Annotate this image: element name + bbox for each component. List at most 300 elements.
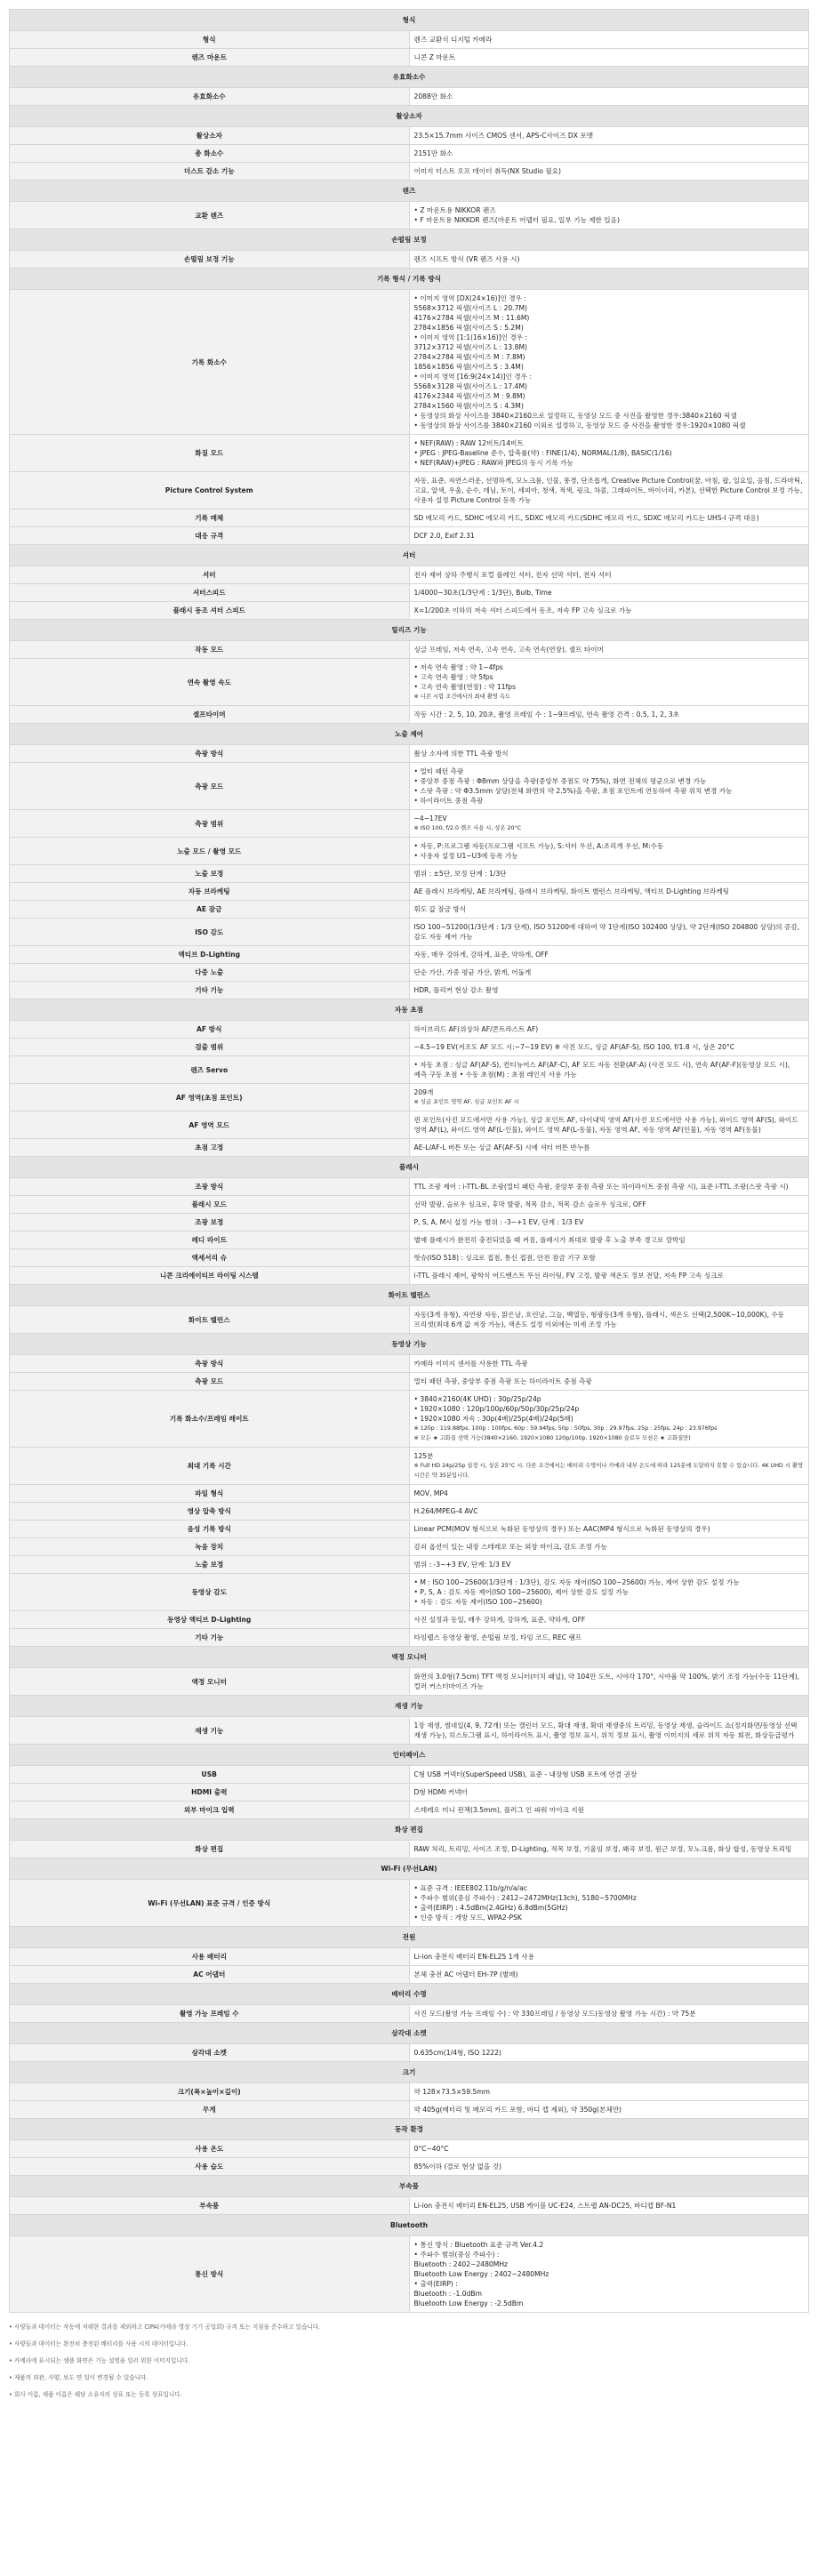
spec-row [10,1629,809,1647]
spec-value-line: • 통신 방식 : Bluetooth 표준 규격 Ver.4.2 [413,2241,544,2249]
spec-value [409,964,809,982]
spec-row [10,202,809,229]
spec-value [409,745,809,763]
spec-value-line: ※ ISO 100, f/2.0 렌즈 사용 시, 상온 20°C [413,825,522,831]
spec-value-line: 스테레오 미니 핀잭(3.5mm), 플러그 인 파워 마이크 지원 [413,1806,584,1814]
spec-value-line: • 중앙부 중점 측광 : Φ8mm 상당을 측광(중앙부 중점도 약 75%), 화면 전체의 평균으로 변경 가능 [413,777,707,785]
section-title: 노출 제어 [10,724,809,745]
spec-label: 녹음 장치 [10,1538,410,1556]
spec-value [409,1056,809,1084]
spec-row [10,435,809,472]
spec-value-line: • P, S, A : 감도 자동 제어(ISO 100~25600), 제어 상한 감도 설정 가능 [413,1588,630,1596]
spec-label: 작동 모드 [10,641,410,659]
spec-label: 노출 보정 [10,865,410,883]
spec-value-line: 휘도 값 잠금 방식 [413,905,467,913]
spec-value [409,163,809,181]
spec-value-line: X=1/200초 이하의 저속 셔터 스피드에서 동조, 저속 FP 고속 싱크로 가능 [413,606,632,614]
spec-label: 사용 온도 [10,2140,410,2158]
spec-label: 크기(폭×높이×깊이) [10,2083,410,2101]
spec-value [409,1556,809,1574]
section-header-row [10,724,809,745]
spec-value [409,251,809,269]
section-title: 부속품 [10,2176,809,2197]
spec-value-line: 4176×2784 픽셀(사이즈 M : 11.6M) [413,314,530,322]
spec-value [409,1084,809,1111]
spec-value-line: 약 405g(배터리 및 메모리 카드 포함, 바디 캡 제외), 약 350g(본체만) [413,2106,622,2114]
spec-value [409,1196,809,1214]
spec-value [409,2140,809,2158]
spec-label: 액세서리 슈 [10,1249,410,1267]
spec-label: 기록 매체 [10,510,410,527]
spec-value-line: Bluetooth Low Energy : -2.5dBm [413,2299,524,2307]
spec-label: 플래시 모드 [10,1196,410,1214]
section-header-row [10,1927,809,1948]
spec-row [10,2101,809,2119]
spec-label: 다중 노출 [10,964,410,982]
spec-label: 무게 [10,2101,410,2119]
spec-value [409,1966,809,1984]
spec-label: 촬상소자 [10,127,410,145]
spec-row [10,251,809,269]
spec-value-line: 싱글 프레임, 저속 연속, 고속 연속, 고속 연속(연장), 셀프 타이머 [413,646,604,654]
spec-value-line: 0°C~40°C [413,2145,449,2153]
spec-label: 화상 편집 [10,1841,410,1858]
spec-label: 조광 방식 [10,1178,410,1196]
spec-label: 측광 방식 [10,745,410,763]
spec-value-line: 사진 설정과 동일, 매우 강하게, 강하게, 표준, 약하게, OFF [413,1616,586,1624]
section-title: 릴리즈 기능 [10,620,809,641]
spec-value [409,1139,809,1157]
spec-row [10,946,809,964]
spec-value-line: • 1920×1080 : 120p/100p/60p/50p/30p/25p/24p [413,1405,580,1413]
spec-value-line: • 이미지 영역 [1:1(16×16)]인 경우 : [413,333,528,341]
spec-row [10,127,809,145]
spec-value [409,1611,809,1629]
spec-value-line: ※ 싱글 포인트 영역 AF, 싱글 포인트 AF 시 [413,1099,519,1105]
spec-row [10,659,809,706]
spec-label: USB [10,1766,410,1784]
spec-value-line: 5568×3128 픽셀(사이즈 L : 17.4M) [413,382,528,390]
spec-value-line: AE 플래시 브라케팅, AE 브라케팅, 플래시 브라케팅, 화이트 밸런스 브라케팅, 액티브 D-Lighting 브라케팅 [413,887,730,895]
spec-label: 통신 방식 [10,2236,410,2313]
spec-value-line: 209개 [413,1088,434,1096]
spec-row [10,706,809,724]
spec-value-line: • 주파수 범위(중심 주파수) : [413,2251,500,2259]
spec-value [409,865,809,883]
spec-label: 액정 모니터 [10,1668,410,1696]
spec-row [10,1232,809,1249]
section-title: 재생 기능 [10,1696,809,1717]
spec-value-line: MOV, MP4 [413,1489,448,1497]
spec-value-line: 1장 재생, 썸네일(4, 9, 72개) 또는 캘린더 모드, 확대 재생, 확대 재생중의 트리밍, 동영상 재생, 슬라이드 쇼(정지화면/동영상 선택 재생 가능), 히스토그램 표시, 하이라이트 표시, 촬영 정보 표시, 위치 정보 표시, 촬영 이미지의 세로 위치 자동 회전, 화상등급평가 [413,1721,798,1739]
spec-label: 자동 브라케팅 [10,883,410,901]
spec-value-line: • 자동 : 감도 자동 제어(ISO 100~25600) [413,1598,542,1606]
spec-value [409,1802,809,1819]
spec-value-line: • 주파수 범위(중심 주파수) : 2412~2472MHz(13ch), 5180~5700MHz [413,1894,637,1902]
spec-value-line: • F 마운트용 NIKKOR 렌즈(마운트 어댑터 필요, 일부 기능 제한 있음) [413,216,620,224]
footnote: • 제품의 외관, 사양, 보도 연 일이 변경될 수 있습니다. [9,2374,148,2381]
spec-label: 교환 렌즈 [10,202,410,229]
spec-value [409,1574,809,1611]
spec-value-line: • 고속 연속 촬영 : 약 5fps [413,673,493,681]
spec-label: 삼각대 소켓 [10,2044,410,2062]
spec-label: 더스트 감소 기능 [10,163,410,181]
spec-label: 재생 기능 [10,1717,410,1745]
spec-value [409,566,809,584]
spec-value-line: 작동 시간 : 2, 5, 10, 20초, 촬영 프레임 수 : 1~9프레임, 연속 촬영 간격 : 0.5, 1, 2, 3초 [413,710,679,718]
spec-value-line: Li-ion 충전식 배터리 EN-EL25, USB 케이블 UC-E24, 스트랩 AN-DC25, 바디캡 BF-N1 [413,2202,677,2210]
spec-value-line: 5568×3712 픽셀(사이즈 L : 20.7M) [413,304,528,312]
spec-value [409,1448,809,1485]
spec-row [10,982,809,999]
spec-value [409,1232,809,1249]
spec-row [10,1111,809,1139]
spec-row [10,1214,809,1232]
spec-value [409,1355,809,1373]
spec-value [409,2005,809,2023]
spec-value-line: C형 USB 커넥터(SuperSpeed USB), 표준 - 내장형 USB 포트에 연결 권장 [413,1770,638,1778]
section-title: 화이트 밸런스 [10,1285,809,1306]
spec-value-line: RAW 처리, 트리밍, 사이즈 조정, D-Lighting, 적목 보정, 기울임 보정, 왜곡 보정, 원근 보정, 모노크롬, 화상 합성, 동영상 트리밍 [413,1845,792,1853]
spec-value-line: Bluetooth : 2402~2480MHz [413,2260,509,2268]
spec-value [409,127,809,145]
spec-label: 기타 기능 [10,1629,410,1647]
spec-row [10,865,809,883]
spec-label: 측광 모드 [10,763,410,810]
spec-value-line: 감쇠 옵션이 있는 내장 스테레오 또는 외장 마이크, 감도 조정 가능 [413,1543,607,1551]
section-title: 크기 [10,2062,809,2083]
spec-value-line: D형 HDMI 커넥터 [413,1788,468,1796]
section-title: 인터페이스 [10,1745,809,1766]
spec-value-line: • 3840×2160(4K UHD) : 30p/25p/24p [413,1395,541,1403]
spec-value-line: • JPEG : JPEG-Baseline 준수, 압축률(약) : FINE(1/4), NORMAL(1/8), BASIC(1/16) [413,449,672,457]
spec-value-line: −4~17EV [413,815,447,823]
spec-value [409,602,809,620]
spec-value [409,527,809,545]
spec-value [409,1784,809,1802]
spec-label: 동영상 액티브 D-Lighting [10,1611,410,1629]
spec-row [10,584,809,602]
section-title: 손떨림 보정 [10,229,809,251]
section-header-row [10,1334,809,1355]
spec-row [10,290,809,435]
spec-value-line: 4176×2344 픽셀(사이즈 M : 9.8M) [413,392,525,400]
spec-label: 음성 기록 방식 [10,1521,410,1538]
section-header-row [10,1647,809,1668]
spec-row [10,2005,809,2023]
spec-label: 외부 마이크 입력 [10,1802,410,1819]
section-header-row [10,181,809,202]
spec-table [9,9,809,2313]
spec-row [10,2044,809,2062]
spec-value-line: • 1920×1080 저속 : 30p(4배)/25p(4배)/24p(5배) [413,1415,573,1423]
spec-value-line: 핀 포인트(사진 모드에서만 사용 가능), 싱글 포인트 AF, 다이내믹 영역 AF(사진 모드에서만 사용 가능), 와이드 영역 AF(S), 와이드 영역 AF(L), 와이드 영역 AF(L-인물), 와이드 영역 AF(L-동물), 자동 영역 AF, 자동 영역 AF(인물), 자동 영역 AF(동물) [413,1116,798,1134]
spec-value [409,1521,809,1538]
section-header-row [10,269,809,290]
spec-row [10,1574,809,1611]
spec-value-line: • 하이라이트 중점 측광 [413,797,484,805]
spec-row [10,1611,809,1629]
spec-value [409,901,809,919]
spec-value [409,763,809,810]
spec-row [10,901,809,919]
spec-value-line: 카메라 이미지 센서를 사용한 TTL 측광 [413,1360,528,1368]
spec-value [409,1021,809,1039]
spec-value-line: • 이미지 영역 [DX(24×16)]인 경우 : [413,294,526,302]
spec-value-line: • 출력(EIRP) : [413,2280,458,2288]
spec-label: 조광 보정 [10,1214,410,1232]
spec-value-line: 본체 충전 AC 어댑터 EH-7P (별매) [413,1970,518,1978]
spec-value [409,1841,809,1858]
spec-value [409,883,809,901]
spec-label: 액티브 D-Lighting [10,946,410,964]
section-title: 자동 초점 [10,999,809,1021]
section-title: 촬상소자 [10,106,809,127]
spec-row [10,1355,809,1373]
spec-label: AF 영역 모드 [10,1111,410,1139]
spec-label: 측광 방식 [10,1355,410,1373]
spec-value-line: Linear PCM(MOV 형식으로 녹화된 동영상의 경우) 또는 AAC(MP4 형식으로 녹화된 동영상의 경우) [413,1525,710,1533]
spec-row [10,1521,809,1538]
spec-value-line: • 출력(EIRP) : 4.5dBm(2.4GHz) 6.8dBm(5GHz) [413,1904,568,1912]
spec-label: 초점 고정 [10,1139,410,1157]
spec-value [409,1485,809,1503]
spec-row [10,2197,809,2215]
spec-value-line: 화면의 3.0형(7.5cm) TFT 액정 모니터(터치 패널), 약 104만 도트, 시야각 170°, 시야율 약 100%, 밝기 조정 가능(수동 11단계), 컬러 커스터마이즈 가능 [413,1673,800,1690]
spec-row [10,1373,809,1391]
spec-value-line: SD 메모리 카드, SDHC 메모리 카드, SDXC 메모리 카드(SDHC 메모리 카드, SDXC 메모리 카드는 UHS-I 규격 대응) [413,514,759,522]
spec-value-line: 범위 : ±5단, 보정 단계 : 1/3단 [413,870,507,878]
section-header-row [10,106,809,127]
spec-value-line: • Z 마운트용 NIKKOR 렌즈 [413,206,496,214]
spec-value-line: ※ 모든 ★ 고화질 선택 가능(3840×2160, 1920×1080 120p/100p, 1920×1080 슬로우 모션은 ★ 고화질만) [413,1435,691,1441]
spec-label: 총 화소수 [10,145,410,163]
section-title: 화상 편집 [10,1819,809,1841]
spec-label: 동영상 감도 [10,1574,410,1611]
spec-value-line: 2784×1856 픽셀(사이즈 S : 5.2M) [413,324,524,332]
spec-value [409,2044,809,2062]
spec-row [10,2083,809,2101]
spec-value-line: 사진 모드(촬영 가능 프레임 수) : 약 330프레임 / 동영상 모드(동영상 촬영 가능 시간) : 약 75분 [413,2010,696,2018]
spec-label: 측광 범위 [10,810,410,838]
spec-value [409,2197,809,2215]
spec-row [10,31,809,49]
spec-row [10,1948,809,1966]
spec-value-line: • 이미지 영역 [16:9(24×14)]인 경우 : [413,373,532,381]
spec-label: AF 방식 [10,1021,410,1039]
spec-value-line: 23.5×15.7mm 사이즈 CMOS 센서, APS-C사이즈 DX 포맷 [413,132,594,140]
spec-row [10,810,809,838]
spec-row [10,1448,809,1485]
spec-value [409,435,809,472]
spec-value [409,1267,809,1285]
spec-value [409,2236,809,2313]
spec-value-line: 별매 플래시가 완전히 충전되었을 때 켜짐, 플래시가 최대로 발광 후 노출 부족 경고로 깜박임 [413,1236,686,1244]
spec-value [409,982,809,999]
spec-row [10,510,809,527]
spec-value-line: • 표준 규격 : IEEE802.11b/g/n/a/ac [413,1884,527,1892]
spec-value [409,1111,809,1139]
spec-row [10,964,809,982]
section-title: Wi-Fi (무선LAN) [10,1858,809,1880]
section-title: Bluetooth [10,2215,809,2236]
spec-row [10,1056,809,1084]
spec-value-line: 멀티 패턴 측광, 중앙부 중점 측광 또는 하이라이트 중점 측광 [413,1377,592,1385]
spec-value [409,49,809,67]
spec-page [9,0,809,2401]
spec-row [10,88,809,106]
spec-label: 사용 배터리 [10,1948,410,1966]
spec-value [409,659,809,706]
spec-value-line: 촬상 소자에 의한 TTL 측광 방식 [413,750,509,758]
section-header-row [10,2119,809,2140]
spec-label: 셔터스피드 [10,584,410,602]
spec-value-line: ISO 100~51200(1/3단계 : 1/3 단계), ISO 51200에 대하여 약 1단계(ISO 102400 상당), 약 2단계(ISO 204800 상당)의 증감, 감도 자동 제어 가능 [413,923,800,941]
section-title: 셔터 [10,545,809,566]
spec-value-line: TTL 조광 제어 : i-TTL-BL 조광(멀티 패턴 측광, 중앙부 중점 측광 또는 하이라이트 중점 측광 시), 표준 i-TTL 조광(스팟 측광 시) [413,1183,789,1191]
spec-value-line: ※ Full HD 24p/25p 설정 시, 상온 25°C 시. 다른 조건에서는 배터리 수명이나 카메라 내부 온도에 따라 125분에 도달하지 못할 수 있습니다. 4K UHD 시 촬영 시간은 약 35분입니다. [413,1463,804,1479]
spec-label: 촬영 가능 프레임 수 [10,2005,410,2023]
spec-value [409,1538,809,1556]
spec-value-line: H.264/MPEG-4 AVC [413,1507,478,1515]
section-header-row [10,67,809,88]
spec-row [10,1966,809,1984]
spec-row [10,838,809,865]
spec-value-line: 85%이하 (결로 현상 없을 것) [413,2163,501,2171]
spec-value-line: 2784×1560 픽셀(사이즈 S : 4.3M) [413,402,524,410]
spec-value-line: 자동, 매우 강하게, 강하게, 표준, 약하게, OFF [413,951,549,959]
section-title: 유효화소수 [10,67,809,88]
section-header-row [10,1819,809,1841]
spec-label: 검출 범위 [10,1039,410,1056]
spec-label: 레디 라이트 [10,1232,410,1249]
spec-value-line: Li-ion 충전식 배터리 EN-EL25 1개 사용 [413,1953,534,1961]
spec-value-line: 2088만 화소 [413,92,453,100]
spec-value [409,1880,809,1927]
section-header-row [10,1285,809,1306]
spec-label: 셀프타이머 [10,706,410,724]
spec-label: 렌즈 Servo [10,1056,410,1084]
spec-label: 연속 촬영 속도 [10,659,410,706]
spec-value [409,1214,809,1232]
section-title: 플래시 [10,1157,809,1178]
spec-value-line: 자동(3개 유형), 자연광 자동, 맑은날, 흐린날, 그늘, 백열등, 형광등(3개 유형), 플래시, 색온도 선택(2,500K~10,000K), 수동 프리셋(최대 6개 값 저장 가능), 색온도 설정 이외에는 미세 조정 가능 [413,1311,785,1328]
spec-value [409,2083,809,2101]
spec-row [10,1249,809,1267]
spec-value-line: 약 128×73.5×59.5mm [413,2088,491,2096]
spec-row [10,883,809,901]
spec-label: 형식 [10,31,410,49]
spec-row [10,641,809,659]
spec-value [409,31,809,49]
spec-label: 대응 규격 [10,527,410,545]
spec-value [409,1306,809,1334]
spec-label: 영상 압축 방식 [10,1503,410,1521]
spec-row [10,1084,809,1111]
spec-value [409,145,809,163]
section-title: 액정 모니터 [10,1647,809,1668]
spec-value-line: 1856×1856 픽셀(사이즈 S : 3.4M) [413,363,524,371]
spec-value-line: 핫슈(ISO 518) : 싱크로 접점, 통신 접점, 안전 잠금 기구 포함 [413,1254,596,1262]
spec-row [10,1178,809,1196]
section-header-row [10,1157,809,1178]
spec-row [10,49,809,67]
spec-row [10,472,809,510]
spec-value-line: • 저속 연속 촬영 : 약 1~4fps [413,663,503,671]
spec-row [10,602,809,620]
spec-value-line: HDR, 플리커 현상 감소 촬영 [413,986,499,994]
spec-value-line: 단순 가산, 가중 평균 가산, 밝게, 어둡게 [413,968,532,976]
spec-row [10,1196,809,1214]
section-header-row [10,2215,809,2236]
spec-value [409,290,809,435]
spec-label: 측광 모드 [10,1373,410,1391]
spec-value-line: 타임랩스 동영상 촬영, 손떨림 보정, 타임 코드, REC 램프 [413,1633,582,1641]
spec-label: 노출 보정 [10,1556,410,1574]
spec-label: AC 어댑터 [10,1966,410,1984]
spec-value-line: AE-L/AF-L 버튼 또는 싱글 AF(AF-S) 시에 셔터 버튼 반누름 [413,1144,590,1152]
section-header-row [10,2023,809,2044]
section-header-row [10,1858,809,1880]
spec-value-line: 렌즈 시프트 방식 (VR 렌즈 사용 시) [413,255,520,263]
spec-row [10,1039,809,1056]
spec-row [10,1485,809,1503]
spec-label: 손떨림 보정 기능 [10,251,410,269]
spec-row [10,2236,809,2313]
section-header-row [10,10,809,31]
spec-value-line: 선막 발광, 슬로우 싱크로, 후막 발광, 적목 감소, 적목 감소 슬로우 싱크로, OFF [413,1200,646,1208]
spec-value-line: 0.635cm(1/4형, ISO 1222) [413,2049,501,2057]
spec-label: 파일 형식 [10,1485,410,1503]
spec-row [10,1880,809,1927]
spec-label: 니콘 크리에이티브 라이팅 시스템 [10,1267,410,1285]
spec-value-line: 니콘 Z 마운트 [413,53,456,61]
spec-value-line: Bluetooth Low Energy : 2402~2480MHz [413,2270,549,2278]
spec-label: 사용 습도 [10,2158,410,2176]
section-header-row [10,1696,809,1717]
section-title: 배터리 수명 [10,1984,809,2005]
spec-value [409,946,809,964]
section-title: 동작 환경 [10,2119,809,2140]
spec-value [409,1391,809,1448]
spec-label: 기타 기능 [10,982,410,999]
section-header-row [10,999,809,1021]
footnote: • 카메라에 표시되는 샘플 화면은 기능 설명을 일러 위한 이미지입니다. [9,2357,190,2364]
spec-row [10,566,809,584]
spec-value-line: 렌즈 교환식 디지털 카메라 [413,36,493,44]
spec-row [10,1802,809,1819]
section-title: 전원 [10,1927,809,1948]
spec-row [10,1784,809,1802]
spec-label: 화질 모드 [10,435,410,472]
spec-row [10,763,809,810]
spec-value-line: • 사용자 설정 U1~U3에 등록 가능 [413,852,518,860]
spec-value [409,1717,809,1745]
spec-value-line: 자동, 표준, 자연스러운, 선명하게, 모노크롬, 인물, 풍경, 단조롭게, Creative Picture Control(꿈, 아침, 팝, 일요일, 음침, 드라마틱, 고요, 알색, 우울, 순수, 데님, 토이, 세피아, 청색, 적색, 핑크, 차콜, 그래파이트, 바이너리, 카본), 선택한 Picture Control 보정 가능, 사용자 설정 Picture Control 등록 가능 [413,477,803,504]
spec-value-line: 하이브리드 AF(위상차 AF/콘트라스트 AF) [413,1025,539,1033]
footnotes [9,2322,809,2401]
spec-value [409,202,809,229]
spec-value-line: 이미지 더스트 오프 데이터 취득(NX Studio 필요) [413,167,562,175]
spec-value-line: Bluetooth : -1.0dBm [413,2290,482,2298]
spec-row [10,1556,809,1574]
spec-value [409,1766,809,1784]
spec-value-line: • 멀티 패턴 측광 [413,767,464,775]
section-header-row [10,2062,809,2083]
spec-value-line: 1/4000~30초(1/3단계 : 1/3단), Bulb, Time [413,589,552,597]
spec-row [10,745,809,763]
spec-label: 기록 화소수/프레임 레이트 [10,1391,410,1448]
